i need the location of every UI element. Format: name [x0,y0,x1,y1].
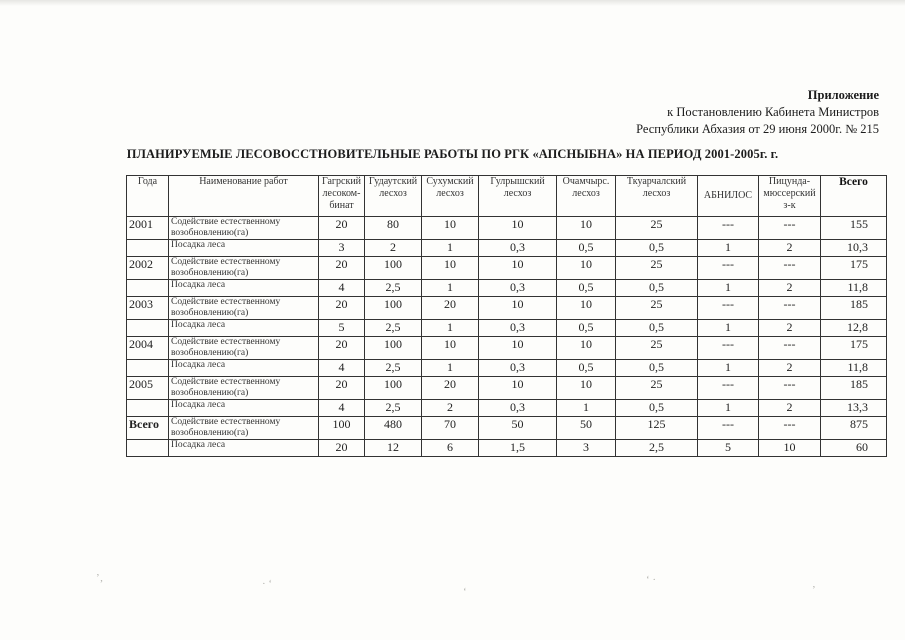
header-cell: Пицунда-мюссерский з-к [759,176,821,217]
value-cell: 10 [557,217,616,240]
scan-edge-shadow [0,0,905,6]
row-total-cell: 175 [821,257,887,280]
value-cell: 20 [319,337,365,360]
value-cell: 10 [479,297,557,320]
scan-speck: ‘ · [646,574,657,586]
scan-speck: ’‚ [96,572,104,584]
value-cell: 2,5 [365,280,422,297]
value-cell: 2 [365,240,422,257]
value-cell: 1 [557,400,616,417]
value-cell: 1 [698,360,759,377]
value-cell: 2,5 [365,360,422,377]
value-cell: 1,5 [479,440,557,457]
work-name-cell: Посадка леса [169,400,319,417]
header-cell: Сухумский лесхоз [422,176,479,217]
table-row [127,280,887,297]
header-cell: Наименование работ [169,176,319,217]
value-cell: 480 [365,417,422,440]
document-title: ПЛАНИРУЕМЫЕ ЛЕСОВОССТНОВИТЕЛЬНЫЕ РАБОТЫ ПО РГК «АПСНЫБНА» НА ПЕРИОД 2001-2005г. г. [126,147,779,161]
work-name-cell: Содействие естественному возобновлению(га) [169,297,319,320]
value-cell: 100 [365,337,422,360]
value-cell: 25 [616,337,698,360]
table-header-row [127,176,887,217]
header-cell: Гагрский лесоком-бинат [319,176,365,217]
value-cell: 0,5 [557,320,616,337]
value-cell: 2 [422,400,479,417]
value-cell: 5 [698,440,759,457]
table-body [127,217,887,457]
value-cell: 0,3 [479,280,557,297]
header-cell: Гудаутский лесхоз [365,176,422,217]
value-cell: --- [698,217,759,240]
value-cell: 6 [422,440,479,457]
header-cell: Года [127,176,169,217]
header-cell: Очамчырс. лесхоз [557,176,616,217]
value-cell: 50 [557,417,616,440]
value-cell: 0,5 [557,280,616,297]
value-cell: 3 [319,240,365,257]
work-name-cell: Содействие естественному возобновлению(га) [169,337,319,360]
table-row [127,377,887,400]
value-cell: 10 [479,257,557,280]
value-cell: 0,5 [616,320,698,337]
value-cell: 3 [557,440,616,457]
value-cell: 2 [759,400,821,417]
year-cell [127,440,169,457]
value-cell: --- [759,257,821,280]
value-cell: 1 [698,240,759,257]
value-cell: 2,5 [365,320,422,337]
year-cell [127,360,169,377]
value-cell: --- [759,217,821,240]
year-cell: 2002 [127,257,169,280]
header-cell-total: Всего [821,176,887,217]
value-cell: 1 [422,240,479,257]
value-cell: 10 [479,377,557,400]
value-cell: --- [698,417,759,440]
value-cell: 1 [422,360,479,377]
value-cell: --- [759,297,821,320]
row-total-cell: 11,8 [821,280,887,297]
value-cell: 0,5 [616,400,698,417]
scan-speck: · ‘ [262,578,273,590]
value-cell: 20 [319,377,365,400]
value-cell: 1 [698,320,759,337]
reforestation-table [126,175,887,457]
value-cell: --- [759,337,821,360]
value-cell: 4 [319,360,365,377]
work-name-cell: Посадка леса [169,240,319,257]
value-cell: 1 [698,400,759,417]
value-cell: 100 [365,377,422,400]
value-cell: 20 [319,217,365,240]
value-cell: 20 [319,297,365,320]
row-total-cell: 175 [821,337,887,360]
value-cell: 0,5 [616,280,698,297]
value-cell: 1 [698,280,759,297]
scan-speck: ’ [812,584,816,596]
value-cell: 0,3 [479,400,557,417]
appendix-line-2: Республики Абхазия от 29 июня 2000г. № 215 [636,122,879,136]
table-row [127,240,887,257]
value-cell: 100 [365,297,422,320]
value-cell: 0,5 [616,360,698,377]
value-cell: 1 [422,280,479,297]
value-cell: 4 [319,400,365,417]
table-row [127,320,887,337]
header-cell: АБНИЛОС [698,176,759,217]
value-cell: 25 [616,297,698,320]
year-cell: 2004 [127,337,169,360]
work-name-cell: Посадка леса [169,360,319,377]
value-cell: 0,3 [479,360,557,377]
row-total-cell: 185 [821,377,887,400]
value-cell: 10 [422,257,479,280]
value-cell: 2 [759,320,821,337]
value-cell: 20 [319,257,365,280]
year-cell: Всего [127,417,169,440]
value-cell: --- [698,377,759,400]
row-total-cell: 12,8 [821,320,887,337]
value-cell: 1 [422,320,479,337]
value-cell: --- [759,417,821,440]
value-cell: --- [759,377,821,400]
row-total-cell: 875 [821,417,887,440]
year-cell [127,320,169,337]
value-cell: 125 [616,417,698,440]
value-cell: 25 [616,377,698,400]
appendix-note [636,87,879,138]
value-cell: 10 [557,337,616,360]
value-cell: 10 [759,440,821,457]
value-cell: 10 [422,337,479,360]
value-cell: 20 [319,440,365,457]
value-cell: 50 [479,417,557,440]
value-cell: --- [698,257,759,280]
value-cell: 100 [365,257,422,280]
table-row [127,440,887,457]
year-cell [127,400,169,417]
value-cell: --- [698,337,759,360]
work-name-cell: Посадка леса [169,280,319,297]
work-name-cell: Содействие естественному возобновлению(га) [169,257,319,280]
value-cell: 80 [365,217,422,240]
table-row [127,217,887,240]
year-cell: 2005 [127,377,169,400]
value-cell: 2,5 [365,400,422,417]
value-cell: 100 [319,417,365,440]
year-cell [127,280,169,297]
year-cell [127,240,169,257]
appendix-heading: Приложение [807,88,879,102]
value-cell: 25 [616,217,698,240]
row-total-cell: 13,3 [821,400,887,417]
row-total-cell: 11,8 [821,360,887,377]
table-row [127,417,887,440]
scan-speck: ‘ [463,586,467,598]
header-cell: Гулрышский лесхоз [479,176,557,217]
header-cell: Ткуарчалский лесхоз [616,176,698,217]
value-cell: 2 [759,240,821,257]
year-cell: 2001 [127,217,169,240]
value-cell: 25 [616,257,698,280]
value-cell: 10 [479,337,557,360]
work-name-cell: Содействие естественному возобновлению(га) [169,377,319,400]
table-row [127,337,887,360]
year-cell: 2003 [127,297,169,320]
row-total-cell: 60 [821,440,887,457]
value-cell: --- [698,297,759,320]
value-cell: 10 [557,377,616,400]
value-cell: 0,5 [616,240,698,257]
work-name-cell: Посадка леса [169,440,319,457]
value-cell: 2 [759,280,821,297]
value-cell: 20 [422,297,479,320]
value-cell: 5 [319,320,365,337]
work-name-cell: Содействие естественному возобновлению(га) [169,217,319,240]
table-row [127,400,887,417]
table-row [127,297,887,320]
row-total-cell: 155 [821,217,887,240]
value-cell: 2,5 [616,440,698,457]
row-total-cell: 10,3 [821,240,887,257]
value-cell: 0,5 [557,240,616,257]
value-cell: 10 [557,257,616,280]
value-cell: 4 [319,280,365,297]
value-cell: 2 [759,360,821,377]
work-name-cell: Содействие естественному возобновлению(га) [169,417,319,440]
value-cell: 10 [422,217,479,240]
value-cell: 12 [365,440,422,457]
value-cell: 10 [479,217,557,240]
table-row [127,360,887,377]
work-name-cell: Посадка леса [169,320,319,337]
value-cell: 70 [422,417,479,440]
table-row [127,257,887,280]
value-cell: 10 [557,297,616,320]
value-cell: 20 [422,377,479,400]
appendix-line-1: к Постановлению Кабинета Министров [667,105,879,119]
row-total-cell: 185 [821,297,887,320]
value-cell: 0,5 [557,360,616,377]
value-cell: 0,3 [479,240,557,257]
value-cell: 0,3 [479,320,557,337]
